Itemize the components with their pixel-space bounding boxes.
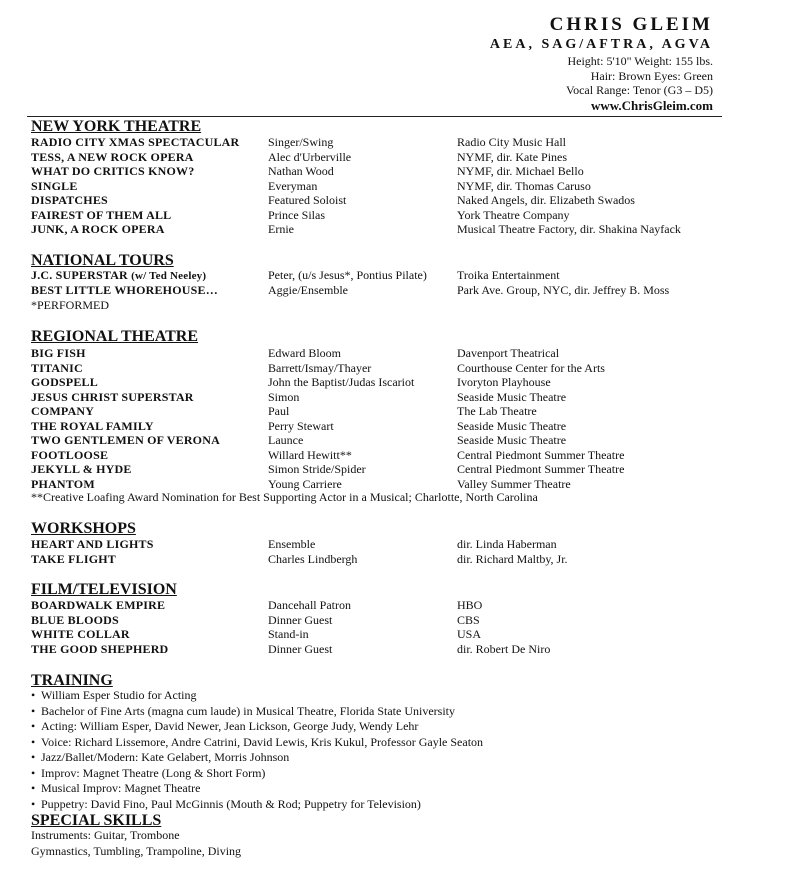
- credit-show: [31, 179, 78, 194]
- credit-row: [31, 552, 731, 567]
- credit-row: [31, 283, 731, 298]
- credit-role: Ernie: [268, 222, 294, 236]
- credit-show-title: JEKYLL & HYDE: [31, 462, 132, 476]
- bullet-icon: •: [31, 719, 36, 733]
- credit-row: [31, 448, 731, 463]
- credit-show: [31, 448, 108, 463]
- credit-role: Young Carriere: [268, 476, 342, 491]
- special-skills-list: [31, 828, 241, 859]
- credit-show-title: PHANTOM: [31, 476, 95, 491]
- workshops-credits: [31, 537, 731, 566]
- section-title-national-tours: NATIONAL TOURS: [31, 252, 174, 269]
- credit-show-note: (w/ Ted Neeley): [131, 270, 207, 282]
- bullet-icon: •: [31, 781, 36, 795]
- credit-row: [31, 642, 731, 657]
- credit-role: Ensemble: [268, 537, 316, 551]
- actor-name: CHRIS GLEIM: [549, 14, 713, 35]
- header-divider: [27, 116, 722, 117]
- credit-row: [31, 361, 731, 376]
- credit-show: [31, 268, 206, 284]
- credit-venue: York Theatre Company: [457, 207, 570, 222]
- bullet-icon: •: [31, 765, 36, 780]
- credit-venue: Musical Theatre Factory, dir. Shakina Nayfack: [457, 222, 681, 236]
- training-item: [31, 735, 731, 751]
- credit-show: [31, 613, 119, 628]
- credit-show: [31, 642, 168, 657]
- credit-show: [31, 164, 194, 179]
- credit-row: [31, 222, 731, 237]
- credit-show: [31, 477, 95, 492]
- credit-show: [31, 404, 94, 419]
- website-link[interactable]: www.ChrisGleim.com: [590, 97, 713, 113]
- bullet-icon: •: [31, 750, 36, 764]
- credit-venue: Seaside Music Theatre: [457, 433, 567, 447]
- credit-show: [31, 150, 194, 165]
- credit-show-title: BLUE BLOODS: [31, 612, 119, 627]
- credit-show-title: COMPANY: [31, 404, 95, 418]
- credit-venue: CBS: [457, 612, 480, 627]
- credit-row: [31, 477, 731, 492]
- credit-venue: NYMF, dir. Kate Pines: [457, 149, 568, 164]
- credit-show: [31, 375, 98, 390]
- credit-role: Alec d'Urberville: [268, 149, 352, 164]
- credit-show: [31, 346, 86, 361]
- credit-row: [31, 613, 731, 628]
- training-item-text: Jazz/Ballet/Modern: Kate Gelabert, Morris Johnson: [41, 750, 290, 764]
- credit-venue: Seaside Music Theatre: [457, 389, 567, 404]
- training-item: [31, 766, 731, 782]
- performed-note: *PERFORMED: [31, 298, 110, 312]
- credit-venue: dir. Robert De Niro: [457, 641, 551, 656]
- credit-role: Singer/Swing: [268, 135, 334, 149]
- credit-show: [31, 552, 116, 567]
- training-item: [31, 750, 731, 766]
- training-item: [31, 719, 731, 735]
- credit-show-title: J.C. SUPERSTAR: [31, 268, 128, 282]
- credit-row: [31, 419, 731, 434]
- credit-venue: USA: [457, 627, 482, 641]
- credit-role: Dinner Guest: [268, 641, 333, 656]
- credit-venue: Central Piedmont Summer Theatre: [457, 447, 625, 462]
- credit-venue: Radio City Music Hall: [457, 135, 566, 149]
- training-item: [31, 797, 731, 813]
- training-item-text: William Esper Studio for Acting: [41, 688, 197, 702]
- credit-role: Stand-in: [268, 627, 309, 641]
- credit-venue: Valley Summer Theatre: [457, 476, 571, 491]
- credit-row: [31, 537, 731, 552]
- credit-row: [31, 135, 731, 150]
- credit-role: Willard Hewitt**: [268, 447, 352, 462]
- bullet-icon: •: [31, 703, 36, 718]
- credit-venue: HBO: [457, 598, 483, 612]
- credit-role: Paul: [268, 404, 290, 418]
- credit-show-title: HEART AND LIGHTS: [31, 537, 154, 551]
- credit-row: [31, 404, 731, 419]
- credit-show-title: JUNK, A ROCK OPERA: [31, 222, 165, 236]
- credit-role: Featured Soloist: [268, 193, 347, 207]
- credit-show-title: TESS, A NEW ROCK OPERA: [31, 149, 194, 164]
- credit-row: [31, 193, 731, 208]
- credit-venue: NYMF, dir. Thomas Caruso: [457, 178, 591, 193]
- section-title-film-tv: FILM/TELEVISION: [31, 581, 177, 598]
- credit-show-title: THE GOOD SHEPHERD: [31, 641, 169, 656]
- bullet-icon: •: [31, 688, 36, 702]
- credit-venue: dir. Richard Maltby, Jr.: [457, 551, 568, 566]
- training-item: [31, 704, 731, 720]
- credit-venue: Park Ave. Group, NYC, dir. Jeffrey B. Moss: [457, 282, 670, 297]
- training-item: [31, 688, 731, 704]
- credit-role: Dancehall Patron: [268, 598, 351, 612]
- credit-show-title: JESUS CHRIST SUPERSTAR: [31, 389, 194, 404]
- credit-role: Simon: [268, 389, 300, 404]
- training-item-text: Improv: Magnet Theatre (Long & Short Form): [41, 765, 266, 780]
- credit-row: [31, 375, 731, 390]
- credit-show-title: BEST LITTLE WHOREHOUSE…: [31, 282, 218, 297]
- credit-role: Everyman: [268, 178, 318, 193]
- credit-row: [31, 346, 731, 361]
- credit-venue: Central Piedmont Summer Theatre: [457, 462, 625, 476]
- credit-row: [31, 627, 731, 642]
- credit-show: [31, 135, 239, 150]
- training-item: [31, 781, 731, 797]
- credit-venue: Seaside Music Theatre: [457, 418, 567, 433]
- section-title-workshops: WORKSHOPS: [31, 520, 136, 537]
- section-title-training: TRAINING: [31, 672, 113, 689]
- credit-venue: dir. Linda Haberman: [457, 537, 557, 551]
- section-title-regional: REGIONAL THEATRE: [31, 328, 199, 345]
- credit-role: Perry Stewart: [268, 418, 334, 433]
- hair-eyes: Hair: Brown Eyes: Green: [590, 68, 713, 83]
- credit-show-title: TAKE FLIGHT: [31, 551, 116, 566]
- credit-show: [31, 627, 130, 642]
- credit-role: Barrett/Ismay/Thayer: [268, 360, 372, 375]
- credit-venue: Naked Angels, dir. Elizabeth Swados: [457, 193, 635, 207]
- credit-role: Launce: [268, 433, 304, 447]
- credit-row: [31, 268, 731, 283]
- credit-show-title: RADIO CITY XMAS SPECTACULAR: [31, 135, 240, 149]
- union-affiliations: AEA, SAG/AFTRA, AGVA: [489, 37, 713, 52]
- training-item-text: Bachelor of Fine Arts (magna cum laude) in Musical Theatre, Florida State University: [41, 703, 456, 718]
- credit-row: [31, 598, 731, 613]
- credit-role: Simon Stride/Spider: [268, 462, 366, 476]
- credit-show: [31, 419, 154, 434]
- regional-credits: [31, 346, 731, 491]
- credit-venue: The Lab Theatre: [457, 404, 537, 418]
- credit-show: [31, 462, 132, 477]
- resume-header: [490, 14, 713, 114]
- credit-show: [31, 193, 108, 208]
- credit-show: [31, 537, 154, 552]
- credit-show: [31, 361, 83, 376]
- credit-role: Edward Bloom: [268, 346, 341, 360]
- credit-show-title: TITANIC: [31, 360, 83, 375]
- training-list: [31, 688, 731, 812]
- credit-show-title: TWO GENTLEMEN OF VERONA: [31, 433, 220, 447]
- training-item-text: Acting: William Esper, David Newer, Jean Lickson, George Judy, Wendy Lehr: [41, 719, 419, 733]
- section-title-special-skills: SPECIAL SKILLS: [31, 812, 162, 829]
- credit-show-title: BOARDWALK EMPIRE: [31, 598, 166, 612]
- credit-row: [31, 433, 731, 448]
- credit-role: John the Baptist/Judas Iscariot: [268, 375, 415, 389]
- credit-show: [31, 390, 194, 405]
- credit-role: Charles Lindbergh: [268, 551, 358, 566]
- credit-role: Prince Silas: [268, 207, 325, 222]
- credit-role: Dinner Guest: [268, 612, 333, 627]
- credit-show: [31, 222, 165, 237]
- award-note: **Creative Loafing Award Nomination for Best Supporting Actor in a Musical; Charlotte, North Carolina: [31, 490, 538, 504]
- credit-show-title: BIG FISH: [31, 346, 86, 360]
- credit-venue: Troika Entertainment: [457, 268, 560, 282]
- credit-row: [31, 462, 731, 477]
- credit-venue: Davenport Theatrical: [457, 346, 560, 360]
- credit-venue: Ivoryton Playhouse: [457, 375, 551, 389]
- credit-venue: NYMF, dir. Michael Bello: [457, 164, 584, 178]
- credit-show-title: THE ROYAL FAMILY: [31, 418, 154, 433]
- credit-venue: Courthouse Center for the Arts: [457, 360, 605, 375]
- bullet-icon: •: [31, 796, 36, 811]
- credit-show-title: FAIREST OF THEM ALL: [31, 207, 172, 222]
- credit-role: Aggie/Ensemble: [268, 282, 348, 297]
- skills-line-athletics: Gymnastics, Tumbling, Trampoline, Diving: [31, 843, 242, 858]
- bullet-icon: •: [31, 734, 36, 749]
- credit-show-title: WHITE COLLAR: [31, 627, 130, 641]
- credit-show: [31, 208, 171, 223]
- skills-line-instruments: Instruments: Guitar, Trombone: [31, 828, 180, 842]
- height-weight: Height: 5'10" Weight: 155 lbs.: [567, 54, 713, 68]
- credit-show-title: DISPATCHES: [31, 193, 108, 207]
- training-item-text: Musical Improv: Magnet Theatre: [41, 781, 201, 795]
- new-york-credits: [31, 135, 731, 237]
- credit-row: [31, 208, 731, 223]
- training-item-text: Puppetry: David Fino, Paul McGinnis (Mouth & Rod; Puppetry for Television): [41, 796, 421, 811]
- film-tv-credits: [31, 598, 731, 656]
- credit-show-title: SINGLE: [31, 178, 78, 193]
- credit-row: [31, 164, 731, 179]
- credit-show: [31, 283, 218, 298]
- credit-show: [31, 433, 220, 448]
- vocal-range: Vocal Range: Tenor (G3 – D5): [565, 83, 713, 97]
- section-title-new-york: NEW YORK THEATRE: [31, 118, 202, 135]
- credit-show: [31, 598, 165, 613]
- credit-show-title: FOOTLOOSE: [31, 447, 109, 462]
- credit-role: Peter, (u/s Jesus*, Pontius Pilate): [268, 268, 427, 282]
- national-tours-credits: [31, 268, 731, 297]
- credit-show-title: WHAT DO CRITICS KNOW?: [31, 164, 195, 178]
- credit-show-title: GODSPELL: [31, 375, 98, 389]
- credit-role: Nathan Wood: [268, 164, 334, 178]
- credit-row: [31, 150, 731, 165]
- training-item-text: Voice: Richard Lissemore, Andre Catrini, David Lewis, Kris Kukul, Professor Gayle Seaton: [41, 734, 484, 749]
- credit-row: [31, 390, 731, 405]
- credit-row: [31, 179, 731, 194]
